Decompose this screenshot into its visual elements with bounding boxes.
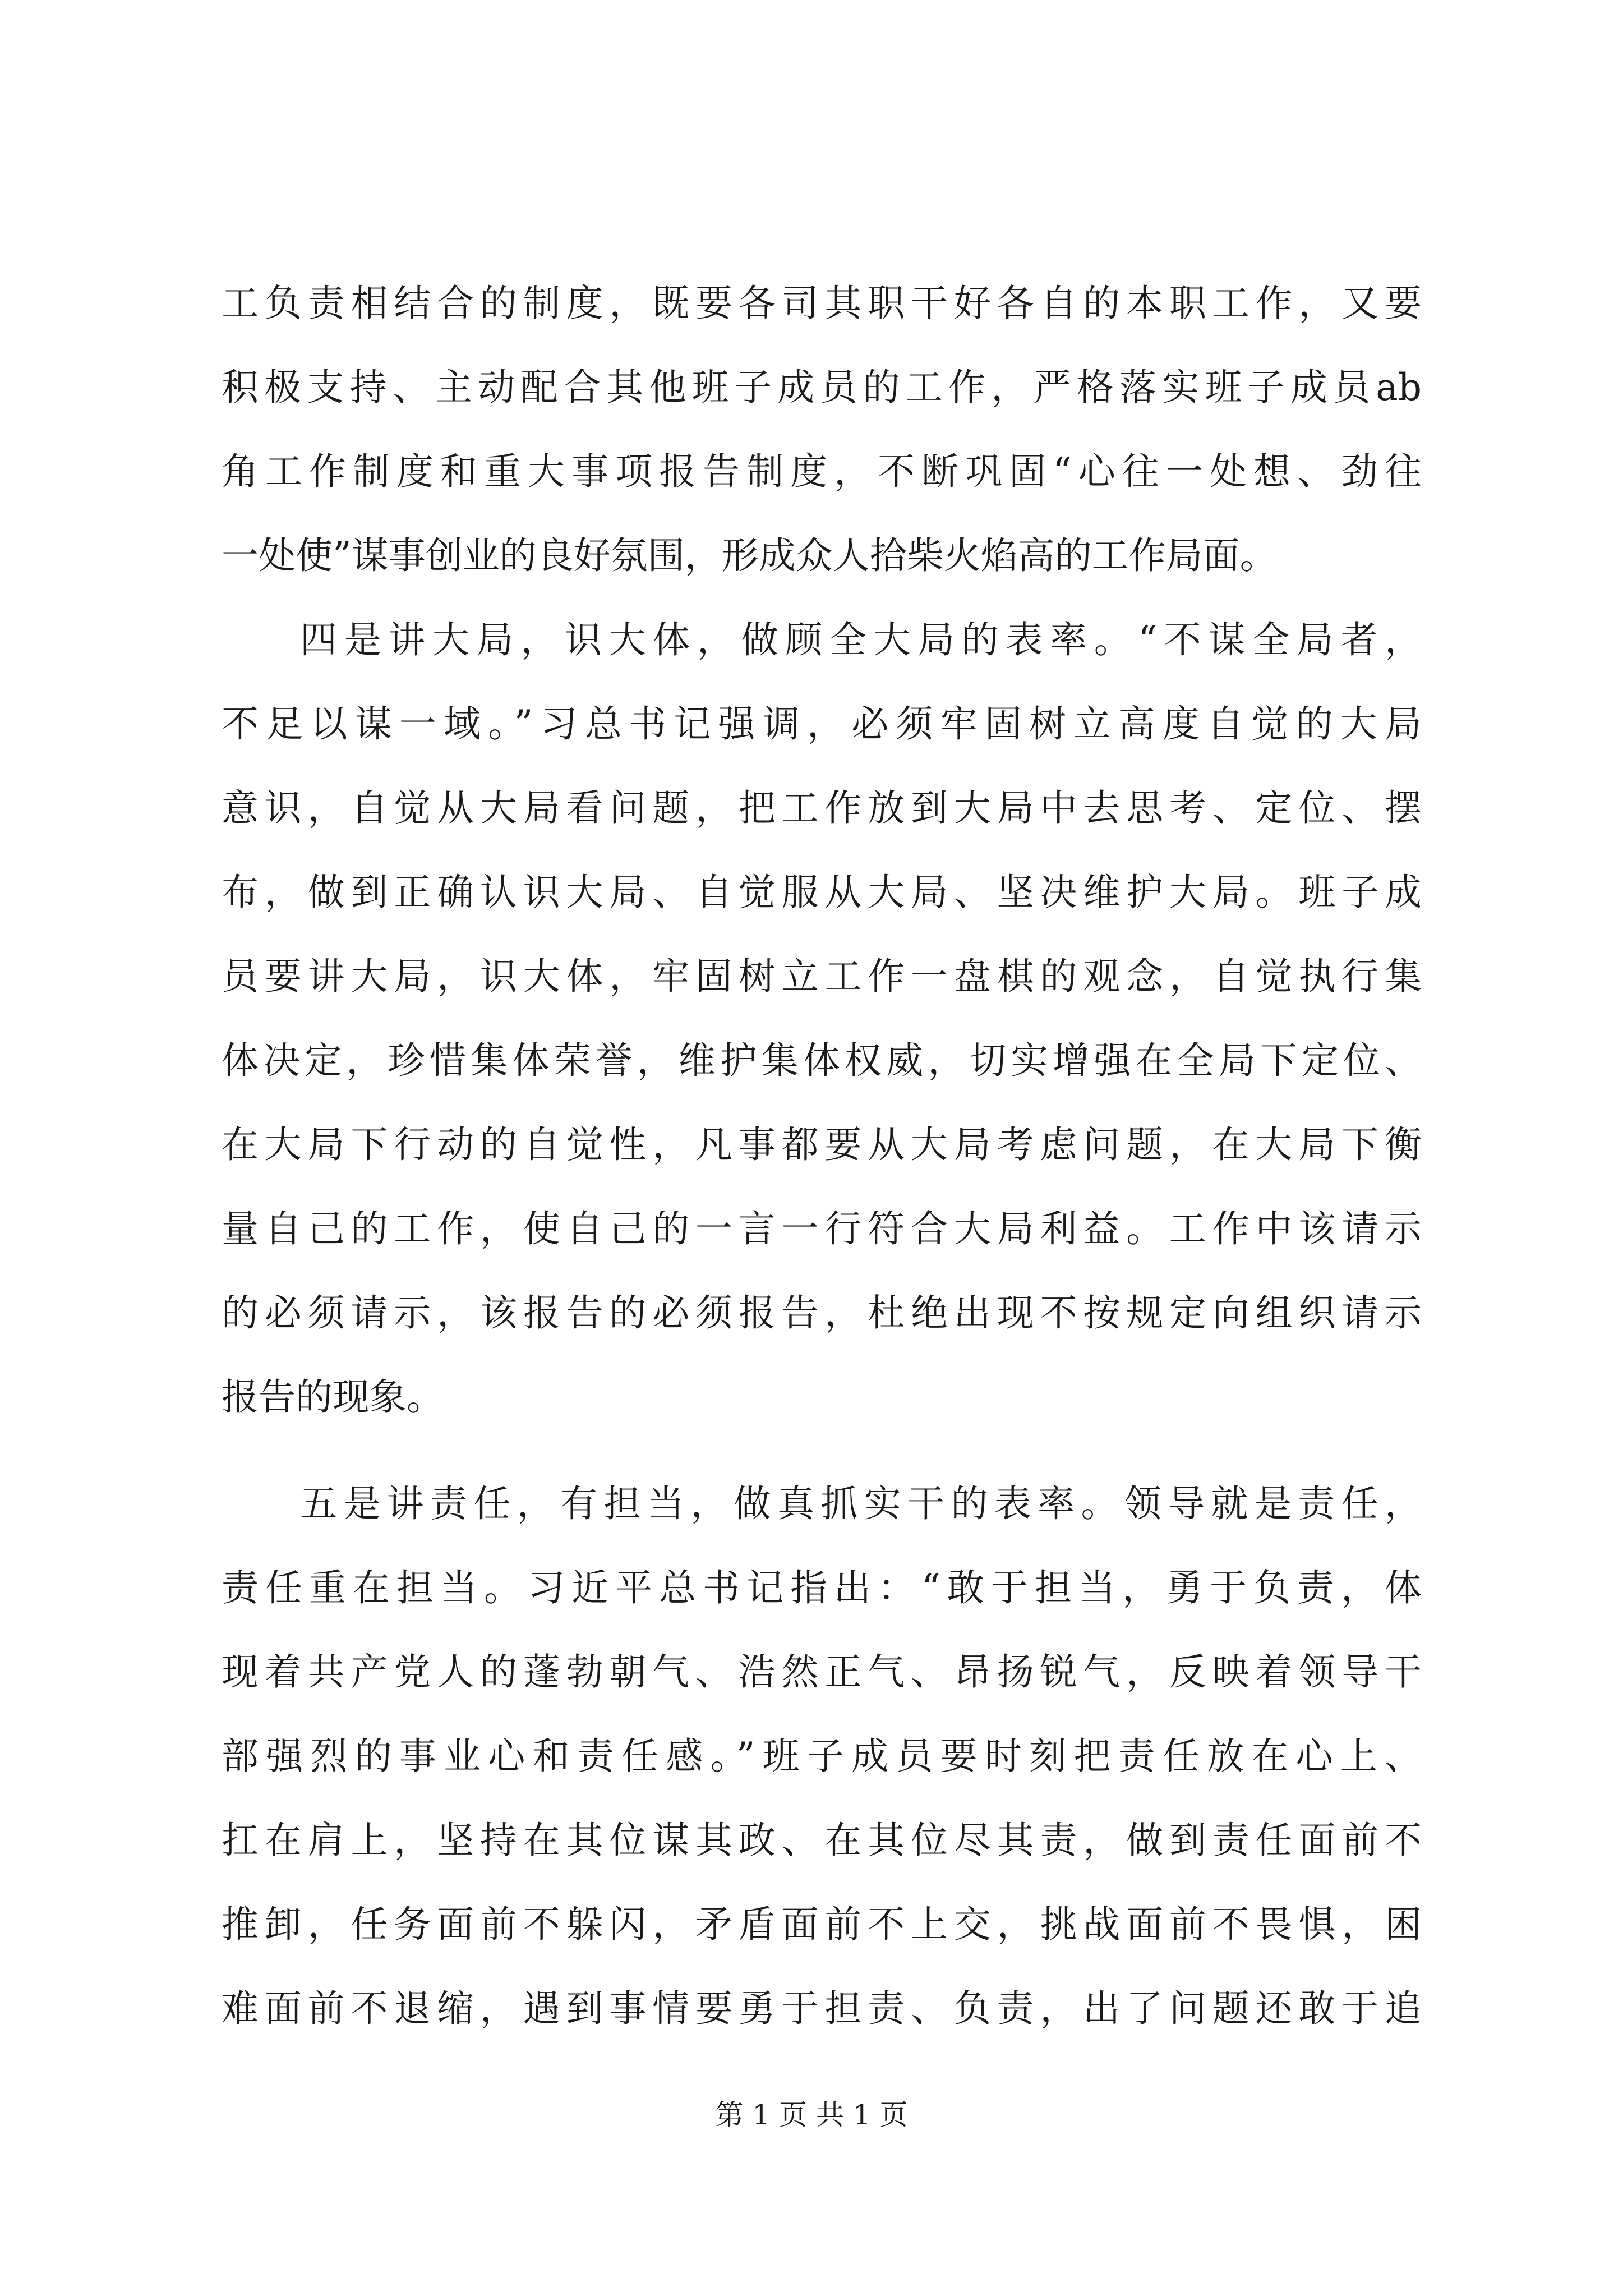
text-line: 不足以谋一域。”习总书记强调，必须牢固树立高度自觉的大局	[222, 702, 1422, 746]
document-body	[222, 261, 1422, 2051]
text-line: 的必须请示，该报告的必须报告，杜绝出现不按规定向组织请示	[222, 1291, 1422, 1335]
text-line: 扛在肩上，坚持在其位谋其政、在其位尽其责，做到责任面前不	[222, 1819, 1422, 1862]
paragraph	[222, 598, 1422, 1439]
text-line: 责任重在担当。习近平总书记指出：“敢于担当，勇于负责，体	[222, 1566, 1422, 1609]
text-line: 量自己的工作，使自己的一言一行符合大局利益。工作中该请示	[222, 1207, 1422, 1250]
text-line: 报告的现象。	[222, 1375, 444, 1419]
text-line: 角工作制度和重大事项报告制度，不断巩固“心往一处想、劲往	[222, 450, 1422, 493]
text-line: 部强烈的事业心和责任感。”班子成员要时刻把责任放在心上、	[222, 1734, 1422, 1778]
text-line: 难面前不退缩，遇到事情要勇于担责、负责，出了问题还敢于追	[222, 1987, 1422, 2030]
text-line: 意识，自觉从大局看问题，把工作放到大局中去思考、定位、摆	[222, 786, 1422, 830]
text-line: 四是讲大局，识大体，做顾全大局的表率。“不谋全局者，	[300, 618, 1422, 661]
paragraph	[222, 1462, 1422, 2051]
text-line: 五是讲责任，有担当，做真抓实干的表率。领导就是责任，	[300, 1482, 1422, 1525]
page-number: 第 1 页 共 1 页	[715, 2099, 908, 2131]
paragraph	[222, 261, 1422, 598]
text-line: 积极支持、主动配合其他班子成员的工作，严格落实班子成员ab	[222, 366, 1422, 409]
text-line: 现着共产党人的蓬勃朝气、浩然正气、昂扬锐气，反映着领导干	[222, 1650, 1422, 1694]
text-line: 一处使”谋事创业的良好氛围，形成众人拾柴火焰高的工作局面。	[222, 534, 1277, 577]
text-line: 体决定，珍惜集体荣誉，维护集体权威，切实增强在全局下定位、	[222, 1039, 1422, 1082]
text-line: 布，做到正确认识大局、自觉服从大局、坚决维护大局。班子成	[222, 871, 1422, 914]
paragraph-spacer	[222, 1439, 1422, 1462]
text-line: 在大局下行动的自觉性，凡事都要从大局考虑问题，在大局下衡	[222, 1123, 1422, 1166]
text-line: 推卸，任务面前不躲闪，矛盾面前不上交，挑战面前不畏惧，困	[222, 1903, 1422, 1946]
text-line: 工负责相结合的制度，既要各司其职干好各自的本职工作，又要	[222, 282, 1422, 325]
text-line: 员要讲大局，识大体，牢固树立工作一盘棋的观念，自觉执行集	[222, 955, 1422, 998]
